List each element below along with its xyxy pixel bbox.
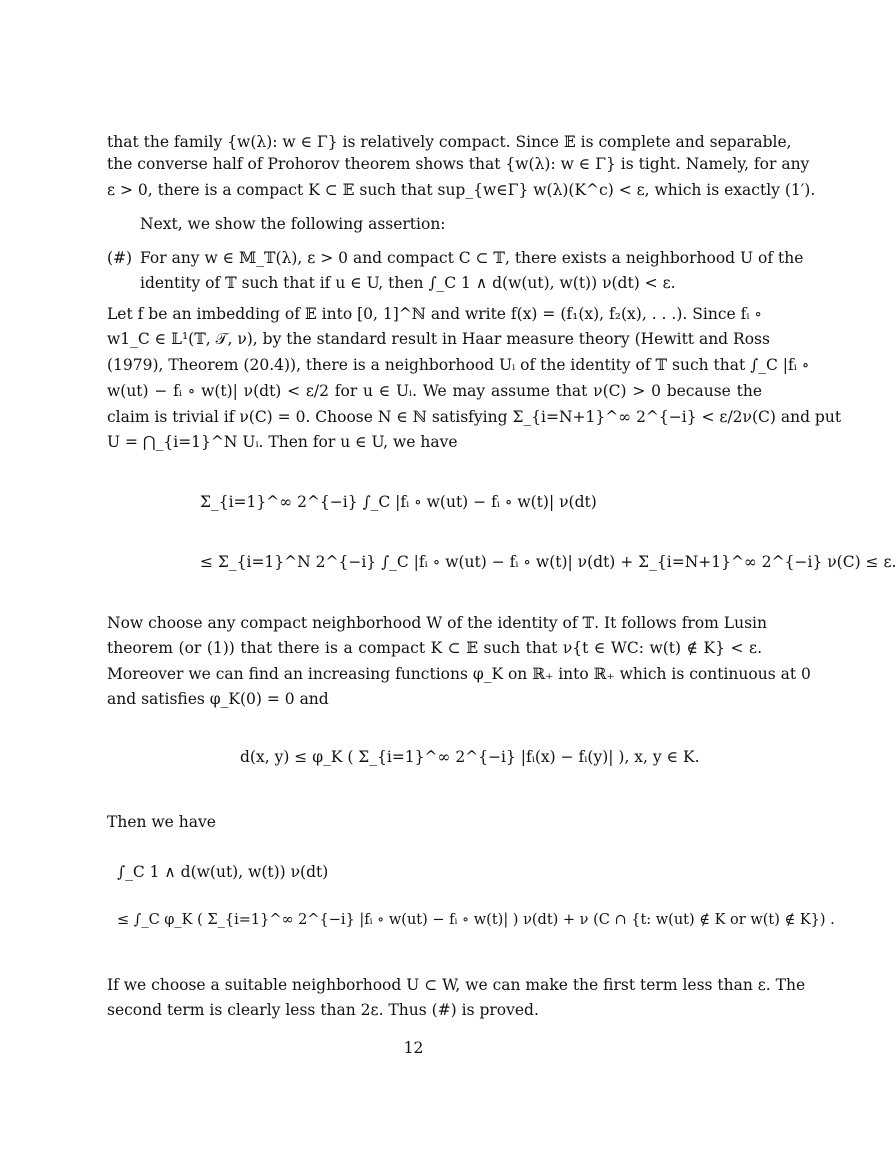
text-line: w(ut) − fᵢ ∘ w(t)| ν(dt) < ε/2 for u ∈ Uᵢ. We may assume that ν(C) > 0 because the <box>107 382 762 400</box>
page-number: 12 <box>403 1039 424 1057</box>
equation-line: ∫_C 1 ∧ d(w(ut), w(t)) ν(dt) <box>117 863 329 881</box>
equation-line: Σ_{i=1}^∞ 2^{−i} ∫_C |fᵢ ∘ w(ut) − fᵢ ∘ w(t)| ν(dt) <box>200 493 597 511</box>
assertion-line: identity of 𝕋 such that if u ∈ U, then ∫_C 1 ∧ d(w(ut), w(t)) ν(dt) < ε. <box>140 274 676 292</box>
text-line: claim is trivial if ν(C) = 0. Choose N ∈ ℕ satisfying Σ_{i=N+1}^∞ 2^{−i} < ε/2ν(C) and put <box>107 408 842 426</box>
text-line: Then we have <box>107 813 216 831</box>
text-line: Next, we show the following assertion: <box>140 215 446 233</box>
text-line: ε > 0, there is a compact K ⊂ 𝔼 such that sup_{w∈Γ} w(λ)(K^c) < ε, which is exactly (1′). <box>107 181 816 199</box>
assertion-tag: (#) <box>107 249 133 267</box>
text-line: second term is clearly less than 2ε. Thus (#) is proved. <box>107 1001 539 1019</box>
equation-line: d(x, y) ≤ φ_K ( Σ_{i=1}^∞ 2^{−i} |fᵢ(x) − fᵢ(y)| ), x, y ∈ K. <box>240 748 700 766</box>
text-line: theorem (or (1)) that there is a compact K ⊂ 𝔼 such that ν{t ∈ WC: w(t) ∉ K} < ε. <box>107 639 762 657</box>
text-line: U = ⋂_{i=1}^N Uᵢ. Then for u ∈ U, we have <box>107 433 458 451</box>
text-line: w1_C ∈ 𝕃¹(𝕋, 𝒯, ν), by the standard result in Haar measure theory (Hewitt and Ross <box>107 330 770 348</box>
text-line: Now choose any compact neighborhood W of the identity of 𝕋. It follows from Lusin <box>107 614 767 632</box>
text-line: that the family {w(λ): w ∈ Γ} is relatively compact. Since 𝔼 is complete and separable, <box>107 133 792 151</box>
text-line: If we choose a suitable neighborhood U ⊂ W, we can make the first term less than ε. The <box>107 976 806 994</box>
text-line: (1979), Theorem (20.4)), there is a neighborhood Uᵢ of the identity of 𝕋 such that ∫_C |fᵢ ∘ <box>107 356 810 374</box>
equation-line: ≤ Σ_{i=1}^N 2^{−i} ∫_C |fᵢ ∘ w(ut) − fᵢ ∘ w(t)| ν(dt) + Σ_{i=N+1}^∞ 2^{−i} ν(C) ≤ ε. <box>200 553 896 571</box>
text-line: Moreover we can find an increasing functions φ_K on ℝ₊ into ℝ₊ which is continuous at 0 <box>107 665 811 683</box>
text-line: and satisfies φ_K(0) = 0 and <box>107 690 329 708</box>
assertion-line: For any w ∈ 𝕄_𝕋(λ), ε > 0 and compact C ⊂ 𝕋, there exists a neighborhood U of the <box>140 249 804 267</box>
equation-line: ≤ ∫_C φ_K ( Σ_{i=1}^∞ 2^{−i} |fᵢ ∘ w(ut) − fᵢ ∘ w(t)| ) ν(dt) + ν (C ∩ {t: w(ut) ∉ K or w(t) ∉ K}) . <box>117 912 835 928</box>
text-line: the converse half of Prohorov theorem shows that {w(λ): w ∈ Γ} is tight. Namely, for any <box>107 155 810 173</box>
text-line: Let f be an imbedding of 𝔼 into [0, 1]^ℕ and write f(x) = (f₁(x), f₂(x), . . .). Since fᵢ ∘ <box>107 305 762 323</box>
